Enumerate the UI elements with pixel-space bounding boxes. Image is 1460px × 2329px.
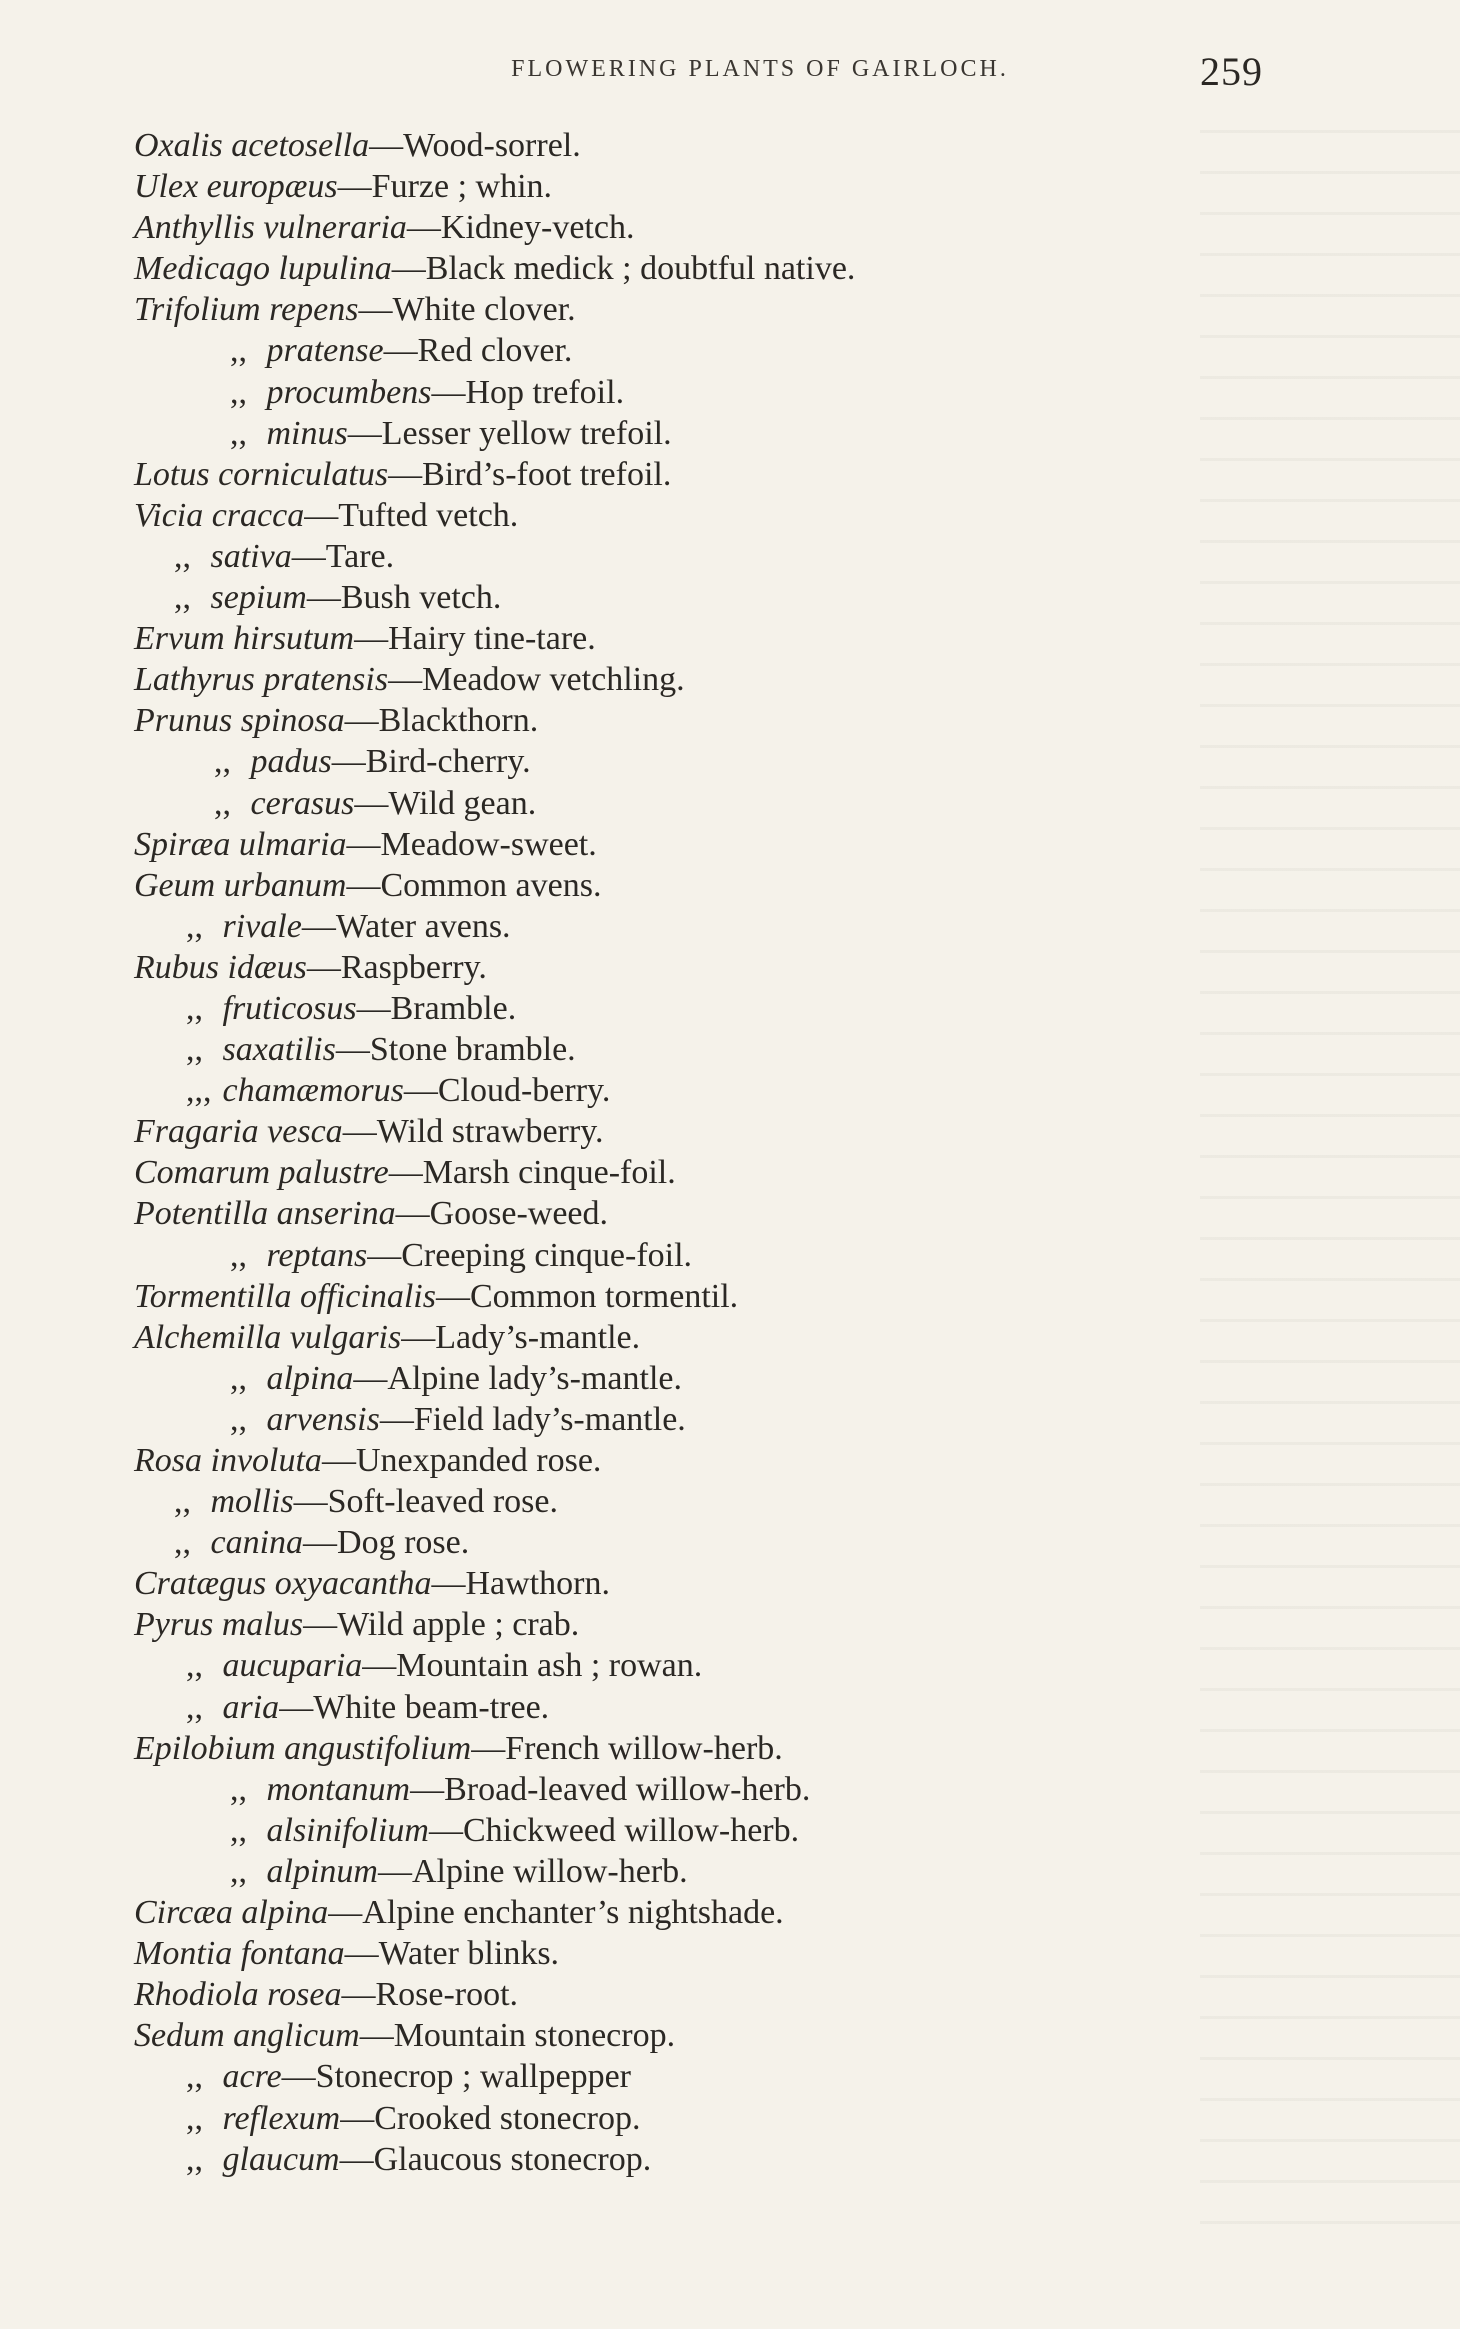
- latin-name: aria: [222, 1688, 280, 1726]
- ditto-mark: ,,: [186, 1647, 203, 1685]
- plant-entry: [134, 1399, 1334, 1440]
- common-name: —Meadow-sweet.: [346, 825, 597, 863]
- common-name: —Tare.: [291, 537, 395, 575]
- latin-name: Epilobium angustifolium: [134, 1729, 472, 1767]
- plant-entry: [134, 618, 1334, 659]
- ditto-mark: ,,: [186, 2099, 203, 2137]
- plant-entry: [134, 865, 1334, 906]
- latin-name: rivale: [222, 907, 302, 945]
- common-name: —Raspberry.: [306, 948, 487, 986]
- plant-entry: [134, 289, 1334, 330]
- latin-name: Lotus corniculatus: [134, 455, 389, 493]
- ditto-mark: ,,: [230, 1400, 247, 1438]
- latin-name: Lathyrus pratensis: [134, 661, 389, 699]
- latin-name: Ulex europæus: [134, 168, 338, 206]
- common-name: —Dog rose.: [303, 1524, 470, 1562]
- common-name: —French willow-herb.: [471, 1729, 783, 1767]
- common-name: —Bird-cherry.: [331, 743, 531, 781]
- latin-name: aucuparia: [222, 1647, 363, 1685]
- plant-entry: [134, 2139, 1334, 2180]
- plant-entry: [134, 577, 1334, 618]
- ditto-mark: ,,: [186, 989, 203, 1027]
- plant-entry: [134, 413, 1334, 454]
- common-name: —Wood-sorrel.: [369, 127, 581, 164]
- ditto-mark: ,,: [186, 1031, 203, 1069]
- latin-name: Medicago lupulina: [134, 250, 392, 288]
- plant-entry: [134, 2015, 1334, 2056]
- plant-entry: [134, 1152, 1334, 1193]
- common-name: —Hawthorn.: [431, 1565, 610, 1603]
- common-name: —Mountain ash ; rowan.: [362, 1647, 703, 1685]
- common-name: —Crooked stonecrop.: [340, 2099, 641, 2137]
- plant-entry: [134, 1604, 1334, 1645]
- plant-entry: [134, 741, 1334, 782]
- plant-entry: [134, 2098, 1334, 2139]
- plant-entry: [134, 1687, 1334, 1728]
- latin-name: reptans: [266, 1236, 368, 1274]
- latin-name: canina: [210, 1524, 304, 1562]
- plant-entry: [134, 1358, 1334, 1399]
- plant-entry: [134, 1440, 1334, 1481]
- latin-name: Alchemilla vulgaris: [134, 1318, 402, 1356]
- latin-name: sepium: [210, 579, 307, 617]
- latin-name: Prunus spinosa: [134, 702, 345, 740]
- common-name: —Tufted vetch.: [304, 496, 519, 534]
- latin-name: acre: [222, 2058, 282, 2096]
- latin-name: Rosa involuta: [134, 1442, 322, 1479]
- latin-name: Ervum hirsutum: [134, 620, 355, 658]
- running-title: FLOWERING PLANTS OF GAIRLOCH.: [511, 56, 1009, 82]
- common-name: —Cloud-berry.: [403, 1072, 611, 1110]
- latin-name: minus: [266, 414, 348, 452]
- plant-list: [134, 125, 1334, 2180]
- common-name: —Blackthorn.: [344, 702, 539, 740]
- common-name: —Unexpanded rose.: [321, 1442, 602, 1479]
- latin-name: glaucum: [222, 2140, 340, 2178]
- latin-name: sativa: [210, 537, 292, 575]
- latin-name: saxatilis: [222, 1031, 336, 1069]
- plant-entry: [134, 1892, 1334, 1933]
- latin-name: Trifolium repens: [134, 291, 359, 329]
- plant-entry: [134, 125, 1334, 166]
- latin-name: Circæa alpina: [134, 1894, 329, 1932]
- plant-entry: [134, 1851, 1334, 1892]
- ditto-mark: ,,: [230, 1770, 247, 1808]
- ditto-mark: ,,: [186, 1688, 203, 1726]
- plant-entry: [134, 1974, 1334, 2015]
- latin-name: montanum: [266, 1770, 411, 1808]
- plant-entry: [134, 1522, 1334, 1563]
- latin-name: Vicia cracca: [134, 496, 305, 534]
- page-number: 259: [1200, 49, 1263, 94]
- plant-entry: [134, 1235, 1334, 1276]
- common-name: —Wild gean.: [354, 784, 537, 822]
- common-name: —Marsh cinque-foil.: [388, 1154, 676, 1192]
- plant-entry: [134, 1029, 1334, 1070]
- latin-name: alsinifolium: [266, 1811, 429, 1849]
- plant-entry: [134, 1563, 1334, 1604]
- common-name: —Alpine enchanter’s nightshade.: [328, 1894, 784, 1932]
- common-name: —Bird’s-foot trefoil.: [388, 455, 672, 493]
- common-name: —Chickweed willow-herb.: [428, 1811, 800, 1849]
- ditto-mark: ,,: [230, 414, 247, 452]
- plant-entry: [134, 207, 1334, 248]
- plant-entry: [134, 1481, 1334, 1522]
- ditto-mark: ,,: [174, 579, 191, 617]
- plant-entry: [134, 495, 1334, 536]
- common-name: —Alpine willow-herb.: [377, 1852, 688, 1890]
- ditto-mark: ,,: [230, 332, 247, 370]
- common-name: —Glaucous stonecrop.: [339, 2140, 652, 2178]
- latin-name: Rubus idæus: [134, 948, 307, 986]
- common-name: —Red clover.: [383, 332, 573, 370]
- plant-entry: [134, 166, 1334, 207]
- ditto-mark: ,,: [174, 1524, 191, 1562]
- plant-entry: [134, 1276, 1334, 1317]
- common-name: —Furze ; whin.: [337, 168, 553, 206]
- ditto-mark: ,,: [230, 1236, 247, 1274]
- common-name: —Common avens.: [346, 866, 602, 904]
- latin-name: Potentilla anserina: [134, 1195, 396, 1233]
- latin-name: Spiræa ulmaria: [134, 825, 347, 863]
- plant-entry: [134, 906, 1334, 947]
- plant-entry: [134, 1933, 1334, 1974]
- plant-entry: [134, 1728, 1334, 1769]
- latin-name: alpina: [266, 1359, 354, 1397]
- plant-entry: [134, 1769, 1334, 1810]
- plant-entry: [134, 330, 1334, 371]
- latin-name: chamæmorus: [222, 1072, 404, 1110]
- latin-name: Rhodiola rosea: [134, 1976, 342, 2014]
- common-name: —Meadow vetchling.: [388, 661, 685, 699]
- common-name: —Water blinks.: [344, 1935, 560, 1973]
- common-name: —Lesser yellow trefoil.: [347, 414, 672, 452]
- common-name: —Goose-weed.: [395, 1195, 609, 1233]
- common-name: —White clover.: [358, 291, 576, 329]
- common-name: —Broad-leaved willow-herb.: [410, 1770, 811, 1808]
- plant-entry: [134, 248, 1334, 289]
- plant-entry: [134, 1645, 1334, 1686]
- plant-entry: [134, 372, 1334, 413]
- plant-entry: [134, 824, 1334, 865]
- latin-name: Pyrus malus: [134, 1606, 304, 1644]
- common-name: —Soft-leaved rose.: [293, 1483, 558, 1521]
- latin-name: Sedum anglicum: [134, 2017, 360, 2055]
- common-name: —Wild strawberry.: [342, 1113, 604, 1151]
- plant-entry: [134, 536, 1334, 577]
- common-name: —Bramble.: [356, 989, 517, 1027]
- common-name: —Stone bramble.: [335, 1031, 576, 1069]
- latin-name: Fragaria vesca: [134, 1113, 343, 1151]
- common-name: —Alpine lady’s-mantle.: [353, 1359, 683, 1397]
- common-name: —White beam-tree.: [279, 1688, 550, 1726]
- ditto-mark: ,,: [214, 784, 231, 822]
- plant-entry: [134, 1193, 1334, 1234]
- plant-entry: [134, 988, 1334, 1029]
- latin-name: mollis: [210, 1483, 294, 1521]
- latin-name: Geum urbanum: [134, 866, 347, 904]
- common-name: —Mountain stonecrop.: [359, 2017, 676, 2055]
- latin-name: pratense: [266, 332, 384, 370]
- ditto-mark: ,,: [174, 537, 191, 575]
- plant-entry: [134, 1070, 1334, 1111]
- common-name: —Rose-root.: [341, 1976, 519, 2014]
- common-name: —Stonecrop ; wallpepper: [281, 2058, 632, 2096]
- ditto-mark: ,,: [174, 1483, 191, 1521]
- ditto-mark: ,,: [230, 1811, 247, 1849]
- common-name: —Wild apple ; crab.: [303, 1606, 580, 1644]
- plant-entry: [134, 700, 1334, 741]
- plant-entry: [134, 783, 1334, 824]
- latin-name: Cratægus oxyacantha: [134, 1565, 432, 1603]
- latin-name: arvensis: [266, 1400, 380, 1438]
- plant-entry: [134, 947, 1334, 988]
- common-name: —Hop trefoil.: [431, 373, 625, 411]
- latin-name: Tormentilla officinalis: [134, 1277, 436, 1315]
- common-name: —Bush vetch.: [306, 579, 502, 617]
- ditto-mark: ,,: [214, 743, 231, 781]
- common-name: —Kidney-vetch.: [406, 209, 635, 247]
- plant-entry: [134, 659, 1334, 700]
- latin-name: Oxalis acetosella: [134, 127, 370, 164]
- plant-entry: [134, 1111, 1334, 1152]
- ditto-mark: ,,,: [186, 1072, 212, 1110]
- plant-entry: [134, 2056, 1334, 2097]
- latin-name: Comarum palustre: [134, 1154, 389, 1192]
- ditto-mark: ,,: [230, 1359, 247, 1397]
- plant-entry: [134, 1810, 1334, 1851]
- ditto-mark: ,,: [230, 1852, 247, 1890]
- plant-entry: [134, 1317, 1334, 1358]
- ditto-mark: ,,: [186, 2140, 203, 2178]
- latin-name: cerasus: [250, 784, 355, 822]
- common-name: —Field lady’s-mantle.: [379, 1400, 686, 1438]
- common-name: —Lady’s-mantle.: [401, 1318, 641, 1356]
- common-name: —Black medick ; doubtful native.: [391, 250, 856, 288]
- latin-name: Anthyllis vulneraria: [134, 209, 407, 247]
- latin-name: alpinum: [266, 1852, 378, 1890]
- latin-name: fruticosus: [222, 989, 357, 1027]
- common-name: —Common tormentil.: [435, 1277, 739, 1315]
- ditto-mark: ,,: [230, 373, 247, 411]
- latin-name: reflexum: [222, 2099, 341, 2137]
- ditto-mark: ,,: [186, 907, 203, 945]
- ditto-mark: ,,: [186, 2058, 203, 2096]
- common-name: —Water avens.: [301, 907, 511, 945]
- plant-entry: [134, 454, 1334, 495]
- latin-name: padus: [250, 743, 332, 781]
- latin-name: Montia fontana: [134, 1935, 345, 1973]
- common-name: —Creeping cinque-foil.: [367, 1236, 693, 1274]
- latin-name: procumbens: [266, 373, 432, 411]
- common-name: —Hairy tine-tare.: [354, 620, 596, 658]
